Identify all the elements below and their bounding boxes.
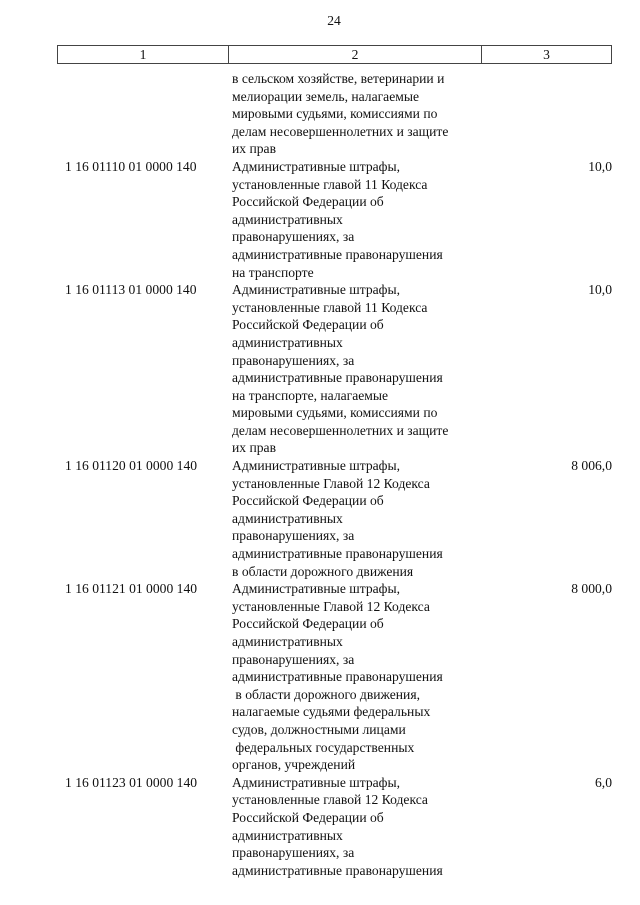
description-line: правонарушениях, за	[232, 651, 355, 667]
description-line: правонарушениях, за	[232, 352, 355, 368]
description-line: административных	[232, 827, 343, 843]
description-line: делам несовершеннолетних и защите	[232, 422, 449, 438]
page-number: 24	[327, 13, 341, 28]
description-line: в области дорожного движения	[232, 563, 414, 579]
budget-code: 1 16 01110 01 0000 140	[65, 158, 197, 174]
description-line: административных	[232, 510, 343, 526]
budget-code: 1 16 01121 01 0000 140	[65, 581, 198, 597]
table-row	[57, 70, 612, 158]
header-col-3: 3	[543, 47, 550, 62]
description-line: установленные главой 12 Кодекса	[232, 792, 428, 808]
description-line: правонарушениях, за	[232, 528, 355, 544]
table-row	[57, 281, 612, 457]
table-row	[57, 774, 612, 880]
description-line: административных	[232, 334, 343, 350]
description-line: административные правонарушения	[232, 370, 443, 386]
description	[232, 158, 492, 281]
amount: 8 000,0	[571, 581, 612, 597]
description-line: Административные штрафы,	[232, 158, 400, 174]
description-line: Российской Федерации об	[232, 616, 384, 632]
table-row	[57, 580, 612, 774]
budget-code: 1 16 01113 01 0000 140	[65, 282, 197, 298]
description-line: Российской Федерации об	[232, 809, 384, 825]
description	[232, 70, 492, 158]
amount: 6,0	[595, 774, 612, 790]
description-line: административные правонарушения	[232, 246, 443, 262]
budget-code: 1 16 01120 01 0000 140	[65, 458, 198, 474]
table-body	[57, 70, 612, 879]
description-line: налагаемые судьями федеральных	[232, 704, 431, 720]
description-line: административных	[232, 634, 343, 649]
description-line: правонарушениях, за	[232, 845, 355, 861]
description	[232, 281, 492, 457]
description-line: Административные штрафы,	[232, 774, 400, 790]
description-line: делам несовершеннолетних и защите	[232, 123, 449, 139]
description-line: установленные главой 11 Кодекса	[232, 299, 428, 315]
description-line: судов, должностными лицами	[232, 721, 406, 737]
description-line: их прав	[232, 440, 276, 456]
description-line: административных	[232, 211, 343, 227]
description-line: Российской Федерации об	[232, 317, 384, 333]
description-line: на транспорте, налагаемые	[232, 387, 389, 403]
description-line: на транспорте	[232, 264, 314, 280]
description-line: установленные Главой 12 Кодекса	[232, 598, 430, 614]
header-col-1: 1	[58, 46, 229, 63]
description-line: федеральных государственных	[232, 739, 415, 755]
amount: 8 006,0	[571, 458, 612, 474]
description-line: их прав	[232, 141, 276, 157]
budget-code: 1 16 01123 01 0000 140	[65, 774, 198, 790]
description-line: в области дорожного движения,	[232, 686, 420, 702]
description-line: административные правонарушения	[232, 862, 443, 878]
amount	[492, 70, 612, 158]
amount: 10,0	[588, 158, 612, 174]
table-row	[57, 457, 612, 580]
description-line: административные правонарушения	[232, 669, 443, 685]
budget-code	[57, 70, 232, 158]
description-line: Российской Федерации об	[232, 493, 384, 509]
description-line: установленные главой 11 Кодекса	[232, 176, 428, 192]
description-line: правонарушениях, за	[232, 229, 355, 245]
description-line: Административные штрафы,	[232, 282, 400, 298]
table-header	[57, 45, 612, 64]
description	[232, 580, 492, 774]
header-col-2: 2	[229, 46, 482, 63]
description	[232, 457, 492, 580]
description-line: Административные штрафы,	[232, 458, 400, 474]
description-line: Российской Федерации об	[232, 194, 384, 210]
description-line: органов, учреждений	[232, 757, 356, 773]
table-row	[57, 158, 612, 281]
description-line: мировыми судьями, комиссиями по	[232, 106, 438, 122]
description-line: мелиорации земель, налагаемые	[232, 88, 420, 104]
description-line: административные правонарушения	[232, 546, 443, 562]
description-line: в сельском хозяйстве, ветеринарии и	[232, 71, 445, 86]
description-line: установленные Главой 12 Кодекса	[232, 475, 430, 491]
description	[232, 774, 492, 880]
description-line: мировыми судьями, комиссиями по	[232, 405, 438, 421]
amount: 10,0	[588, 282, 612, 298]
description-line: Административные штрафы,	[232, 581, 400, 597]
